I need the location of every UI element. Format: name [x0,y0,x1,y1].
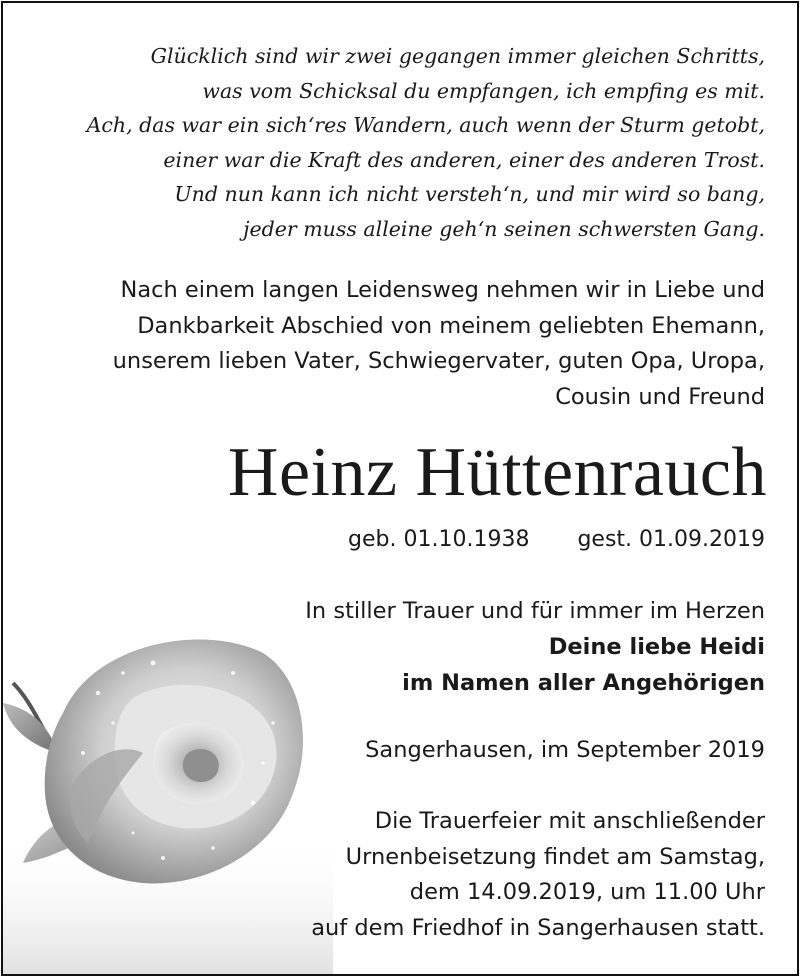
poem-line: Und nun kann ich nicht versteh‘n, und mir wird so bang, [174,182,765,207]
service-line: auf dem Friedhof in Sangerhausen statt. [311,914,765,941]
intro-line: Cousin und Freund [555,383,765,410]
rose-image [3,603,333,976]
service-line: Die Trauerfeier mit anschließender [374,808,765,834]
life-dates [348,523,765,557]
poem-line: was vom Schicksal du empfangen, ich empfing es mit. [202,78,765,103]
poem [25,39,765,247]
intro-line: Dankbarkeit Abschied von meinem geliebten Ehemann, [137,312,765,339]
mourning-line: In stiller Trauer und für immer im Herzen [305,598,765,624]
mourner-name: Deine liebe Heidi [548,634,765,660]
birth-date: geb. 01.10.1938 [348,527,530,552]
poem-line: Glücklich sind wir zwei gegangen immer gleichen Schritts, [150,44,765,68]
service-line: Urnenbeisetzung findet am Samstag, [345,843,765,870]
service-line: dem 14.09.2019, um 11.00 Uhr [409,879,765,905]
poem-line: Ach, das war ein sich‘res Wandern, auch wenn der Sturm getobt, [86,113,765,138]
intro-text [25,273,765,415]
intro-line: Nach einem langen Leidensweg nehmen wir in Liebe und [120,277,765,303]
relatives-line: im Namen aller Angehörigen [402,670,765,696]
place-date: Sangerhausen, im September 2019 [365,737,765,763]
death-date: gest. 01.09.2019 [577,527,765,552]
poem-line: einer war die Kraft des anderen, einer des anderen Trost. [163,147,765,172]
poem-line: jeder muss alleine geh‘n seinen schwersten Gang. [243,216,765,241]
obituary-notice [1,1,799,976]
mourners-block [305,593,765,701]
deceased-name: Heinz Hüttenrauch [227,434,767,511]
intro-line: unserem lieben Vater, Schwiegervater, guten Opa, Uropa, [112,348,765,374]
service-info [311,804,765,946]
